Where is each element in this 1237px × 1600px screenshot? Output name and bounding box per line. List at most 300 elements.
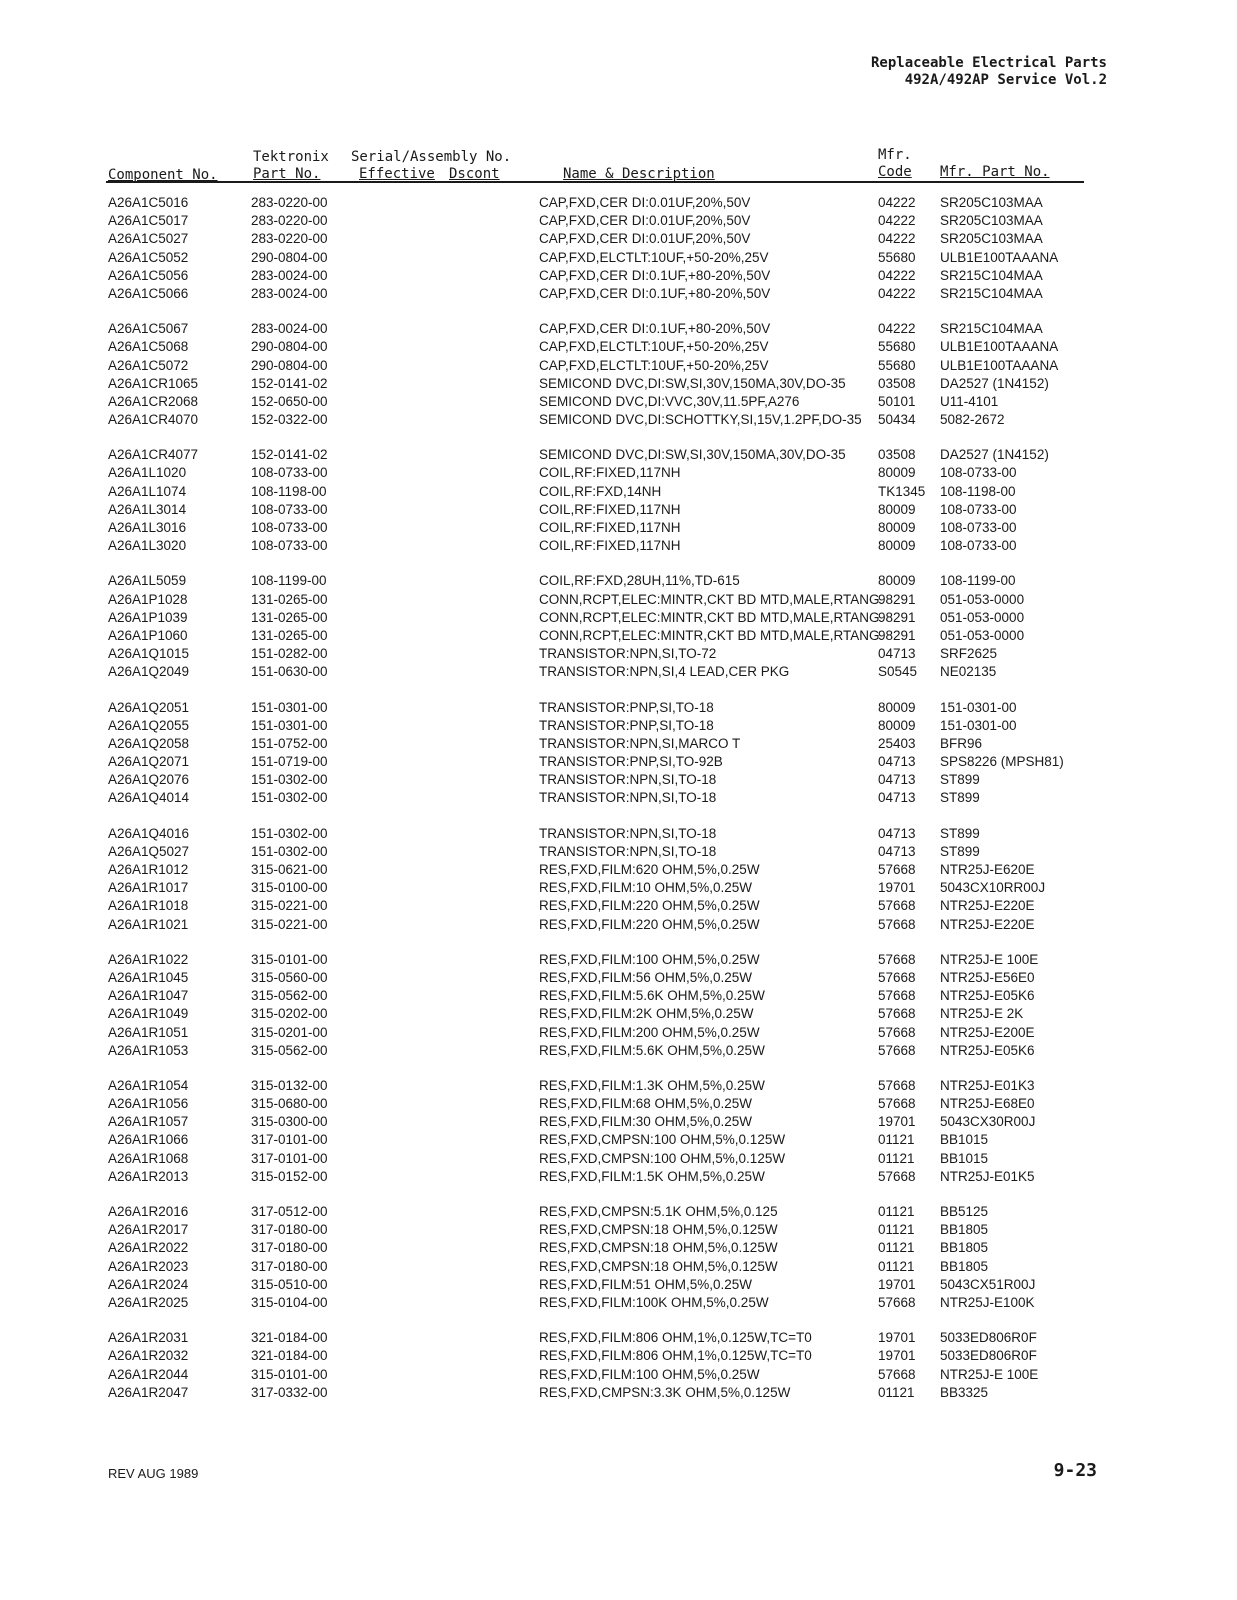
parts-group [0,1077,1237,1186]
mfr-code: 04713 [878,772,916,788]
col-mfr-top: Mfr. [878,147,912,163]
parts-group [0,194,1237,303]
mfr-part-no: 151-0301-00 [940,699,1017,715]
component-no: A26A1Q2076 [108,772,190,788]
col-name-desc-label: Name & Description [563,166,715,182]
table-row [0,393,1237,411]
component-no: A26A1R2013 [108,1168,189,1184]
mfr-part-no: NTR25J-E05K6 [940,1042,1035,1058]
mfr-part-no: BB1805 [940,1240,989,1256]
mfr-code: 04713 [878,790,916,806]
component-no: A26A1R1018 [108,898,189,914]
part-no: 317-0101-00 [251,1132,328,1148]
part-no: 283-0024-00 [251,321,328,337]
component-no: A26A1R1054 [108,1077,189,1093]
description: TRANSISTOR:NPN,SI,TO-72 [539,646,717,662]
mfr-part-no: NTR25J-E 2K [940,1006,1024,1022]
table-row [0,572,1237,590]
table-row [0,1095,1237,1113]
mfr-part-no: 108-1198-00 [940,483,1016,499]
mfr-code: 57668 [878,862,916,877]
part-no: 152-0141-02 [251,447,328,463]
description: COIL,RF:FIXED,117NH [539,520,681,535]
part-no: 315-0621-00 [251,862,328,877]
mfr-code: 04222 [878,285,916,301]
component-no: A26A1L3014 [108,501,187,517]
part-no: 108-1198-00 [251,483,327,499]
mfr-part-no: NE02135 [940,664,997,680]
mfr-part-no: SR215C104MAA [940,267,1043,283]
header-subtitle: 492A/492AP Service Vol.2 [904,72,1107,88]
component-no: A26A1R1022 [108,951,189,967]
mfr-code: 04222 [878,231,916,247]
mfr-code: 50434 [878,412,916,428]
mfr-part-no: ST899 [940,772,980,788]
part-no: 317-0332-00 [251,1384,328,1400]
table-row [0,212,1237,230]
col-tek-top: Tektronix [253,149,329,165]
part-no: 108-1199-00 [251,573,327,589]
mfr-part-no: ULB1E100TAAANA [940,249,1059,265]
table-row [0,717,1237,735]
mfr-part-no: ULB1E100TAAANA [940,339,1059,355]
table-row [0,897,1237,915]
mfr-part-no: NTR25J-E 100E [940,1366,1039,1382]
part-no: 152-0141-02 [251,375,328,391]
part-no: 315-0680-00 [251,1096,328,1112]
part-no: 151-0719-00 [251,754,328,770]
part-no: 108-0733-00 [251,501,328,517]
component-no: A26A1CR2068 [108,393,199,409]
parts-group [0,572,1237,681]
table-row [0,338,1237,356]
part-no: 108-0733-00 [251,520,328,535]
part-no: 315-0201-00 [251,1024,328,1040]
mfr-part-no: 5033ED806R0F [940,1330,1037,1346]
mfr-code: 19701 [878,1114,916,1130]
mfr-code: 04222 [878,321,916,337]
part-no: 321-0184-00 [251,1348,328,1364]
mfr-part-no: 151-0301-00 [940,717,1017,733]
description: RES,FXD,FILM:5.6K OHM,5%,0.25W [539,1042,765,1058]
description: RES,FXD,CMPSN:18 OHM,5%,0.125W [539,1258,778,1274]
description: CAP,FXD,CER DI:0.01UF,20%,50V [539,213,751,229]
mfr-code: 57668 [878,1042,916,1058]
description: RES,FXD,FILM:220 OHM,5%,0.25W [539,916,760,932]
mfr-part-no: NTR25J-E620E [940,862,1035,877]
table-row [0,267,1237,285]
part-no: 290-0804-00 [251,339,328,355]
mfr-code: 57668 [878,988,916,1004]
description: RES,FXD,FILM:51 OHM,5%,0.25W [539,1276,753,1292]
component-no: A26A1Q2058 [108,735,190,751]
mfr-code: 01121 [878,1150,915,1166]
table-row [0,1077,1237,1095]
parts-group [0,951,1237,1060]
description: CAP,FXD,ELCTLT:10UF,+50-20%,25V [539,339,769,355]
parts-group [0,1329,1237,1402]
part-no: 131-0265-00 [251,591,328,607]
mfr-code: 80009 [878,717,916,733]
parts-group [0,699,1237,808]
mfr-part-no: NTR25J-E220E [940,916,1035,932]
component-no: A26A1L3016 [108,520,187,535]
table-row [0,285,1237,303]
mfr-code: 98291 [878,627,916,643]
table-row [0,194,1237,212]
part-no: 151-0302-00 [251,825,328,841]
part-no: 321-0184-00 [251,1330,328,1346]
component-no: A26A1C5016 [108,195,189,210]
table-row [0,230,1237,248]
mfr-part-no: SR215C104MAA [940,285,1043,301]
part-no: 315-0300-00 [251,1114,328,1130]
description: RES,FXD,FILM:200 OHM,5%,0.25W [539,1024,760,1040]
component-no: A26A1CR4070 [108,412,199,428]
description: RES,FXD,FILM:100 OHM,5%,0.25W [539,1366,760,1382]
mfr-part-no: 5082-2672 [940,412,1005,428]
mfr-code: 19701 [878,1348,916,1364]
mfr-part-no: NTR25J-E220E [940,898,1035,914]
table-row [0,411,1237,429]
component-no: A26A1R1051 [108,1024,189,1040]
mfr-code: 04222 [878,195,916,210]
parts-list [0,194,1237,1419]
table-row [0,1005,1237,1023]
table-row [0,663,1237,681]
mfr-part-no: DA2527 (1N4152) [940,375,1049,391]
part-no: 283-0220-00 [251,195,328,210]
part-no: 151-0630-00 [251,664,328,680]
table-row [0,1258,1237,1276]
mfr-code: 80009 [878,465,916,481]
mfr-code: S0545 [878,664,918,680]
component-no: A26A1Q2051 [108,699,190,715]
table-row [0,1239,1237,1257]
description: RES,FXD,FILM:56 OHM,5%,0.25W [539,969,753,985]
mfr-code: 80009 [878,699,916,715]
description: SEMICOND DVC,DI:SW,SI,30V,150MA,30V,DO-35 [539,447,846,463]
table-row [0,464,1237,482]
part-no: 315-0152-00 [251,1168,328,1184]
component-no: A26A1R2017 [108,1222,189,1238]
part-no: 131-0265-00 [251,609,328,625]
mfr-code: 50101 [878,393,916,409]
description: RES,FXD,CMPSN:100 OHM,5%,0.125W [539,1132,786,1148]
part-no: 151-0301-00 [251,699,328,715]
mfr-part-no: SPS8226 (MPSH81) [940,754,1064,770]
page-number: 9-23 [1053,1460,1097,1481]
page-header [871,55,1107,89]
table-row [0,771,1237,789]
mfr-part-no: 5043CX51R00J [940,1276,1036,1292]
description: CAP,FXD,CER DI:0.1UF,+80-20%,50V [539,321,771,337]
component-no: A26A1R2022 [108,1240,189,1256]
mfr-code: 04713 [878,646,916,662]
table-row [0,537,1237,555]
table-row [0,591,1237,609]
mfr-code: 80009 [878,538,916,554]
description: COIL,RF:FIXED,117NH [539,501,681,517]
description: COIL,RF:FXD,28UH,11%,TD-615 [539,573,740,589]
mfr-code: 55680 [878,357,916,373]
table-row [0,1168,1237,1186]
description: SEMICOND DVC,DI:SW,SI,30V,150MA,30V,DO-35 [539,375,846,391]
description: RES,FXD,FILM:1.5K OHM,5%,0.25W [539,1168,765,1184]
component-no: A26A1R1049 [108,1006,189,1022]
component-no: A26A1Q2049 [108,664,190,680]
component-no: A26A1Q4014 [108,790,190,806]
table-row [0,987,1237,1005]
description: RES,FXD,CMPSN:100 OHM,5%,0.125W [539,1150,786,1166]
mfr-part-no: SR205C103MAA [940,231,1043,247]
description: CAP,FXD,CER DI:0.1UF,+80-20%,50V [539,267,771,283]
parts-group [0,1203,1237,1312]
mfr-code: 57668 [878,969,916,985]
part-no: 108-0733-00 [251,465,328,481]
mfr-code: 04713 [878,825,916,841]
part-no: 315-0100-00 [251,880,328,896]
mfr-code: 25403 [878,735,916,751]
component-no: A26A1R2031 [108,1330,189,1346]
mfr-code: 03508 [878,375,916,391]
description: RES,FXD,FILM:68 OHM,5%,0.25W [539,1096,753,1112]
component-no: A26A1R1053 [108,1042,189,1058]
mfr-part-no: U11-4101 [940,393,999,409]
description: RES,FXD,FILM:30 OHM,5%,0.25W [539,1114,753,1130]
component-no: A26A1L1020 [108,465,187,481]
description: RES,FXD,FILM:1.3K OHM,5%,0.25W [539,1077,765,1093]
mfr-part-no: DA2527 (1N4152) [940,447,1049,463]
table-row [0,1366,1237,1384]
component-no: A26A1R1045 [108,969,189,985]
part-no: 317-0180-00 [251,1222,328,1238]
table-row [0,1294,1237,1312]
mfr-part-no: 5043CX30R00J [940,1114,1036,1130]
component-no: A26A1Q2071 [108,754,190,770]
mfr-part-no: 108-0733-00 [940,538,1017,554]
mfr-code: 98291 [878,609,916,625]
mfr-code: 57668 [878,1006,916,1022]
description: RES,FXD,FILM:620 OHM,5%,0.25W [539,862,760,877]
part-no: 315-0101-00 [251,1366,328,1382]
description: COIL,RF:FXD,14NH [539,483,662,499]
component-no: A26A1Q1015 [108,646,190,662]
table-row [0,627,1237,645]
table-row [0,825,1237,843]
table-row [0,1042,1237,1060]
mfr-part-no: NTR25J-E01K3 [940,1077,1035,1093]
part-no: 317-0101-00 [251,1150,328,1166]
component-no: A26A1Q2055 [108,717,190,733]
col-mfr-code-label: Code [878,164,912,180]
mfr-code: 57668 [878,1294,916,1310]
description: TRANSISTOR:NPN,SI,TO-18 [539,790,717,806]
description: TRANSISTOR:PNP,SI,TO-18 [539,699,714,715]
table-row [0,1329,1237,1347]
component-no: A26A1R1047 [108,988,189,1004]
component-no: A26A1Q4016 [108,825,190,841]
description: COIL,RF:FIXED,117NH [539,538,681,554]
table-row [0,1276,1237,1294]
part-no: 317-0512-00 [251,1204,328,1219]
component-no: A26A1L5059 [108,573,187,589]
part-no: 283-0024-00 [251,267,328,283]
mfr-part-no: SR205C103MAA [940,213,1043,229]
description: TRANSISTOR:NPN,SI,MARCO T [539,735,741,751]
part-no: 315-0221-00 [251,898,328,914]
mfr-code: 80009 [878,501,916,517]
mfr-part-no: NTR25J-E200E [940,1024,1035,1040]
component-no: A26A1R1068 [108,1150,189,1166]
table-row [0,320,1237,338]
table-row [0,1203,1237,1221]
description: RES,FXD,CMPSN:18 OHM,5%,0.125W [539,1222,778,1238]
description: RES,FXD,FILM:5.6K OHM,5%,0.25W [539,988,765,1004]
component-no: A26A1R1066 [108,1132,189,1148]
parts-group [0,825,1237,934]
part-no: 315-0510-00 [251,1276,328,1292]
table-row [0,645,1237,663]
table-row [0,1024,1237,1042]
part-no: 317-0180-00 [251,1258,328,1274]
component-no: A26A1R2024 [108,1276,189,1292]
part-no: 151-0301-00 [251,717,328,733]
col-mfr-part-label: Mfr. Part No. [940,164,1050,180]
component-no: A26A1P1060 [108,627,188,643]
part-no: 152-0650-00 [251,393,328,409]
mfr-code: 57668 [878,1096,916,1112]
mfr-part-no: SR215C104MAA [940,321,1043,337]
mfr-code: 19701 [878,880,916,896]
description: RES,FXD,FILM:100K OHM,5%,0.25W [539,1294,769,1310]
table-row [0,1221,1237,1239]
table-row [0,501,1237,519]
mfr-code: 01121 [878,1222,915,1238]
description: CONN,RCPT,ELEC:MINTR,CKT BD MTD,MALE,RTANG [539,609,880,625]
description: RES,FXD,FILM:2K OHM,5%,0.25W [539,1006,754,1022]
part-no: 151-0752-00 [251,735,328,751]
part-no: 315-0132-00 [251,1077,328,1093]
part-no: 317-0180-00 [251,1240,328,1256]
component-no: A26A1R1056 [108,1096,189,1112]
part-no: 151-0302-00 [251,790,328,806]
mfr-code: 57668 [878,1024,916,1040]
mfr-part-no: BB1015 [940,1150,989,1166]
mfr-code: 98291 [878,591,916,607]
component-no: A26A1C5066 [108,285,189,301]
mfr-code: 01121 [878,1204,915,1219]
mfr-part-no: 5033ED806R0F [940,1348,1037,1364]
mfr-part-no: SRF2625 [940,646,998,662]
mfr-code: 01121 [878,1132,915,1148]
mfr-part-no: 108-1199-00 [940,573,1016,589]
part-no: 315-0202-00 [251,1006,328,1022]
part-no: 315-0562-00 [251,988,328,1004]
table-row [0,519,1237,537]
col-mfr-code [878,164,912,181]
part-no: 315-0560-00 [251,969,328,985]
mfr-part-no: 108-0733-00 [940,501,1017,517]
mfr-code: 01121 [878,1384,915,1400]
component-no: A26A1R1021 [108,916,189,932]
part-no: 151-0302-00 [251,772,328,788]
mfr-part-no: 051-053-0000 [940,591,1025,607]
component-no: A26A1Q5027 [108,843,190,859]
mfr-part-no: NTR25J-E05K6 [940,988,1035,1004]
part-no: 283-0220-00 [251,231,328,247]
mfr-part-no: BB3325 [940,1384,989,1400]
description: RES,FXD,CMPSN:5.1K OHM,5%,0.125 [539,1204,778,1219]
mfr-part-no: NTR25J-E100K [940,1294,1035,1310]
table-row [0,483,1237,501]
mfr-part-no: 108-0733-00 [940,465,1017,481]
table-row [0,609,1237,627]
col-part-no-label: Part No. [253,166,321,182]
part-no: 131-0265-00 [251,627,328,643]
description: SEMICOND DVC,DI:SCHOTTKY,SI,15V,1.2PF,DO-35 [539,412,862,428]
component-no: A26A1C5017 [108,213,189,229]
mfr-part-no: NTR25J-E68E0 [940,1096,1035,1112]
parts-group [0,320,1237,429]
table-row [0,879,1237,897]
mfr-code: 57668 [878,898,916,914]
component-no: A26A1R2047 [108,1384,189,1400]
mfr-part-no: 051-053-0000 [940,627,1025,643]
description: TRANSISTOR:PNP,SI,TO-18 [539,717,714,733]
mfr-part-no: 051-053-0000 [940,609,1025,625]
col-effective-label: Effective [359,166,435,182]
component-no: A26A1C5027 [108,231,189,247]
part-no: 283-0024-00 [251,285,328,301]
mfr-part-no: 5043CX10RR00J [940,880,1046,896]
mfr-code: 57668 [878,1077,916,1093]
col-serial-top: Serial/Assembly No. [351,149,512,165]
component-no: A26A1R2016 [108,1204,189,1219]
description: RES,FXD,FILM:806 OHM,1%,0.125W,TC=T0 [539,1330,812,1346]
description: TRANSISTOR:PNP,SI,TO-92B [539,754,723,770]
mfr-part-no: ST899 [940,790,980,806]
mfr-code: 80009 [878,520,916,535]
component-no: A26A1R1012 [108,862,189,877]
mfr-part-no: ST899 [940,825,980,841]
part-no: 290-0804-00 [251,249,328,265]
description: CONN,RCPT,ELEC:MINTR,CKT BD MTD,MALE,RTANG [539,591,880,607]
component-no: A26A1R2025 [108,1294,189,1310]
mfr-code: 57668 [878,916,916,932]
component-no: A26A1R2044 [108,1366,189,1382]
mfr-code: 80009 [878,573,916,589]
table-row [0,843,1237,861]
mfr-code: 19701 [878,1330,916,1346]
mfr-code: 01121 [878,1240,915,1256]
mfr-code: 57668 [878,1366,916,1382]
table-row [0,1150,1237,1168]
table-row [0,1131,1237,1149]
component-no: A26A1C5052 [108,249,189,265]
table-row [0,861,1237,879]
mfr-part-no: 108-0733-00 [940,520,1017,535]
part-no: 315-0101-00 [251,951,328,967]
mfr-code: 57668 [878,951,916,967]
component-no: A26A1C5056 [108,267,189,283]
component-no: A26A1C5068 [108,339,189,355]
description: TRANSISTOR:NPN,SI,TO-18 [539,825,717,841]
part-no: 315-0221-00 [251,916,328,932]
part-no: 108-0733-00 [251,538,328,554]
description: TRANSISTOR:NPN,SI,TO-18 [539,772,717,788]
description: CAP,FXD,ELCTLT:10UF,+50-20%,25V [539,249,769,265]
